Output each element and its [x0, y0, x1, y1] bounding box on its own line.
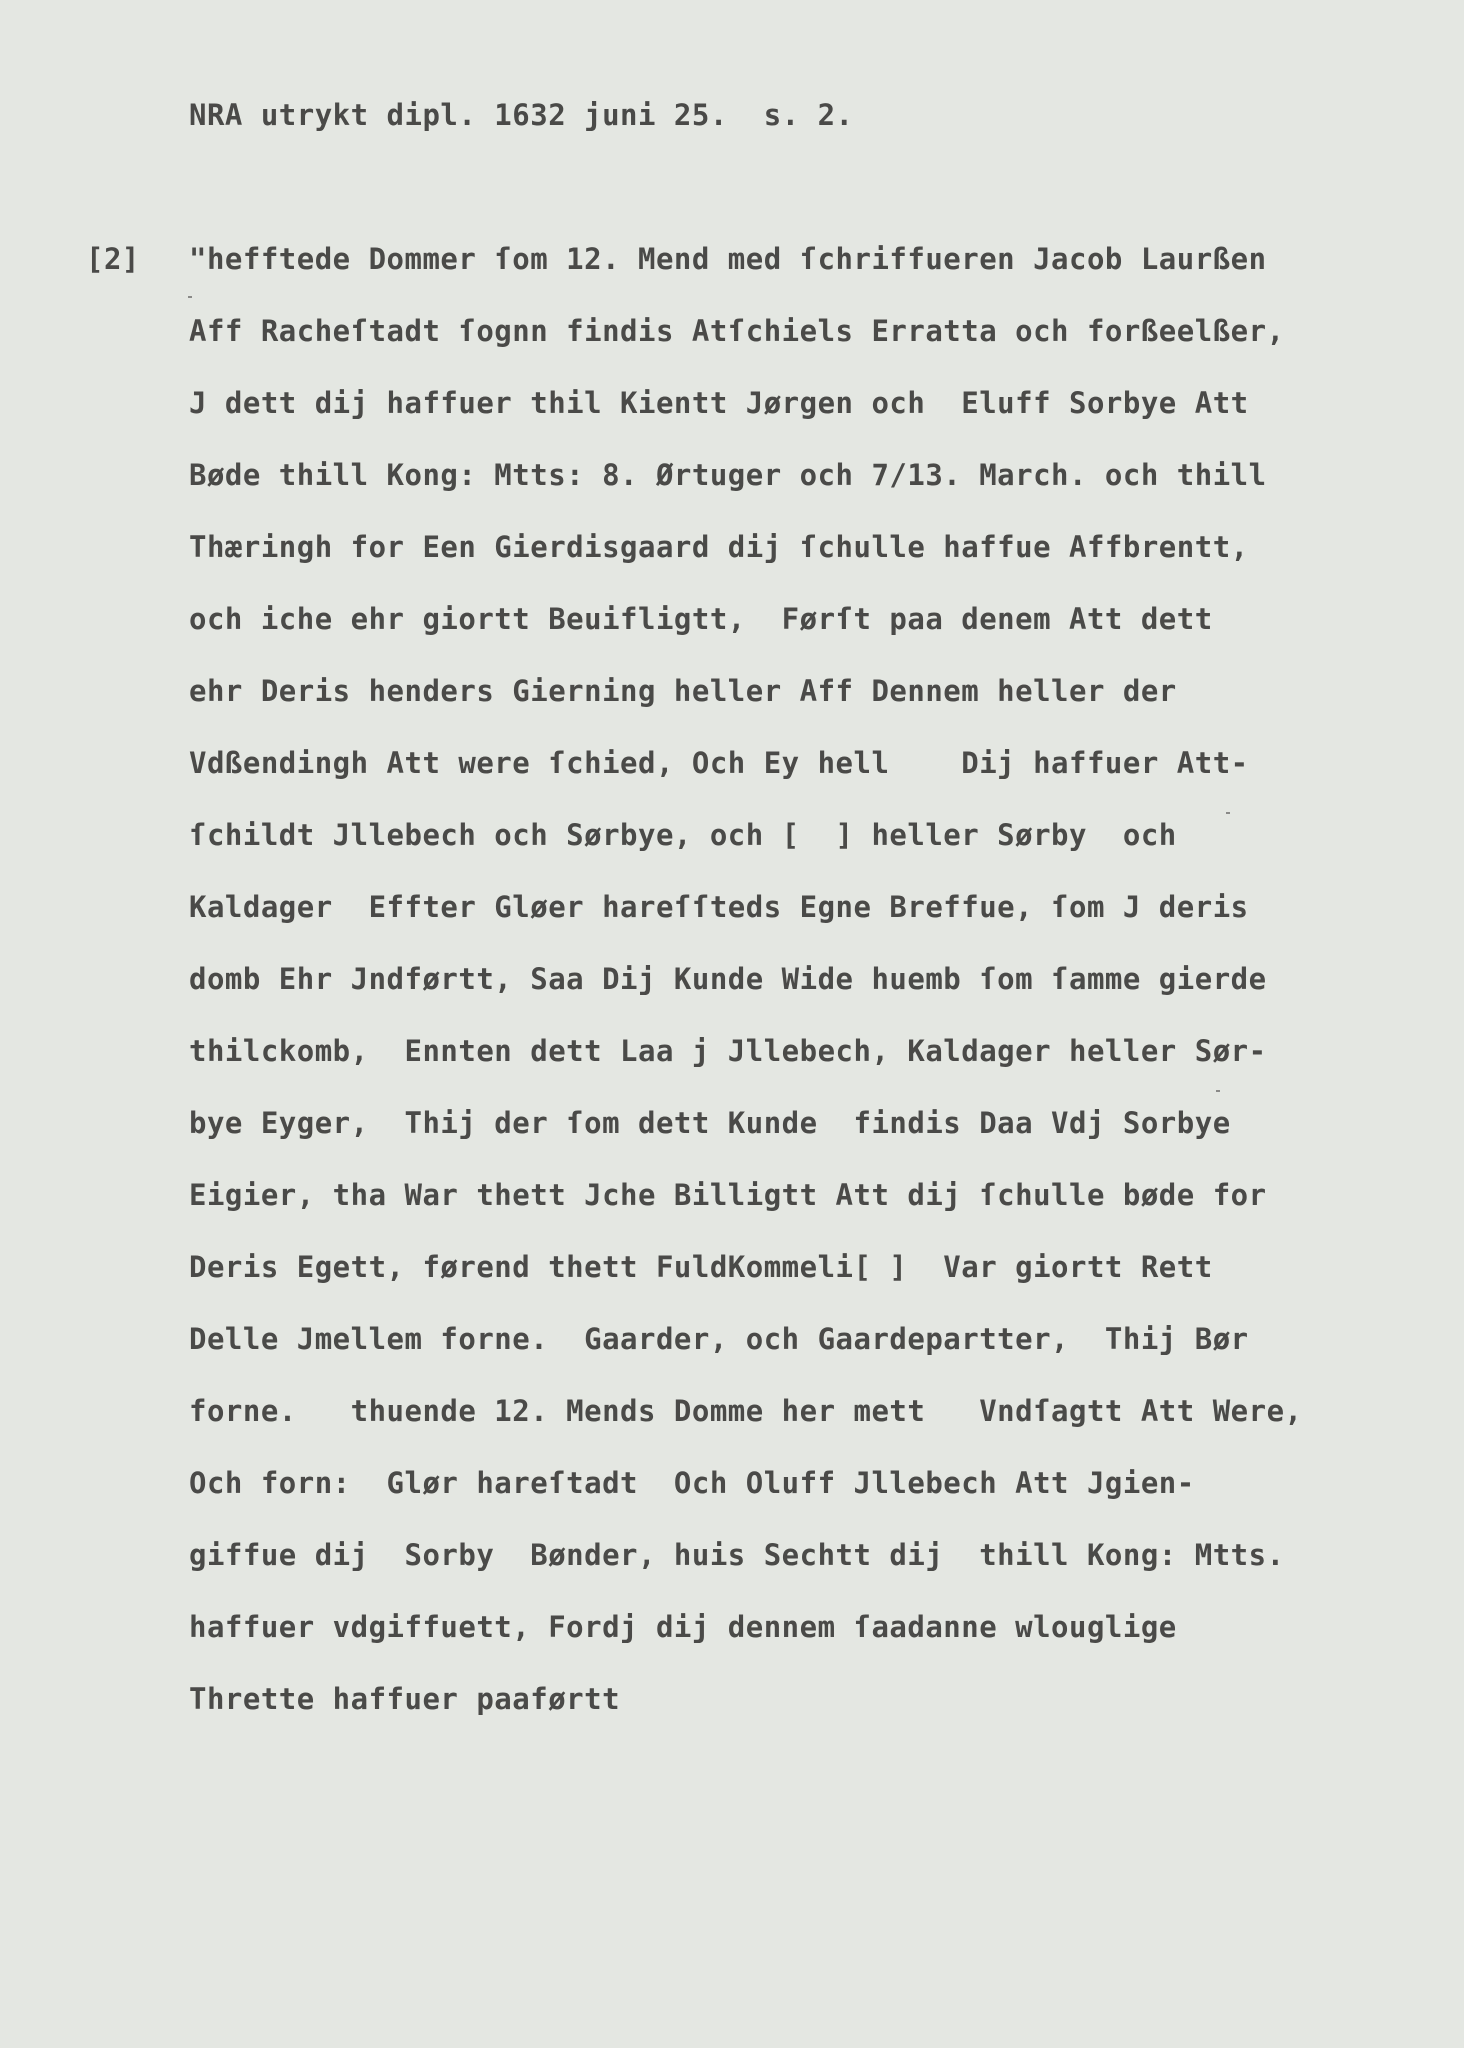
text-line: Kaldager Effter Gløer hareſſteds Egne Breffue, ſom J deris: [189, 890, 1249, 924]
paragraph-number: [2]: [86, 242, 140, 276]
text-line: Thrette haffuer paaførtt: [189, 1682, 621, 1716]
margin-mark: [1216, 1090, 1220, 1092]
text-line: Bøde thill Kong: Mtts: 8. Ørtuger och 7/13. March. och thill: [189, 458, 1267, 492]
text-line: giffue dij Sorby Bønder, huis Sechtt dij thill Kong: Mtts.: [189, 1538, 1285, 1572]
text-line: Delle Jmellem forne. Gaarder, och Gaardepartter, Thij Bør: [189, 1322, 1249, 1356]
text-line: och iche ehr giortt Beuifligtt, Førſt paa denem Att dett: [189, 602, 1213, 636]
document-header: NRA utrykt dipl. 1632 juni 25. s. 2.: [189, 98, 854, 132]
text-line: J dett dij haffuer thil Kientt Jørgen och Eluff Sorbye Att: [189, 386, 1249, 420]
text-line: ehr Deris henders Gierning heller Aff Dennem heller der: [189, 674, 1177, 708]
text-line: domb Ehr Jndførtt, Saa Dij Kunde Wide huemb ſom ſamme gierde: [189, 962, 1267, 996]
text-line: bye Eyger, Thij der ſom dett Kunde findis Daa Vdj Sorbye: [189, 1106, 1231, 1140]
text-line: ſchildt Jllebech och Sørbye, och [ ] heller Sørby och: [189, 818, 1177, 852]
text-line: Och forn: Glør hareſtadt Och Oluff Jllebech Att Jgien-: [189, 1466, 1195, 1500]
transcription-body: [189, 242, 1303, 1754]
text-line: Thæringh for Een Gierdisgaard dij ſchulle haffue Affbrentt,: [189, 530, 1249, 564]
text-line: Aff Racheſtadt ſognn findis Atſchiels Erratta och forßeelßer,: [189, 314, 1285, 348]
margin-mark: [1226, 812, 1230, 814]
text-line: Vdßendingh Att were ſchied, Och Ey hell Dij haffuer Att-: [189, 746, 1249, 780]
text-line: Eigier, tha War thett Jche Billigtt Att dij ſchulle bøde for: [189, 1178, 1267, 1212]
text-line: "hefftede Dommer ſom 12. Mend med ſchriffueren Jacob Laurßen: [189, 242, 1267, 276]
text-line: haffuer vdgiffuett, Fordj dij dennem ſaadanne wlouglige: [189, 1610, 1177, 1644]
text-line: forne. thuende 12. Mends Domme her mett Vndſagtt Att Were,: [189, 1394, 1303, 1428]
text-line: Deris Egett, førend thett FuldKommeli[ ] Var giortt Rett: [189, 1250, 1213, 1284]
margin-mark: [188, 296, 192, 298]
text-line: thilckomb, Ennten dett Laa j Jllebech, Kaldager heller Sør-: [189, 1034, 1267, 1068]
